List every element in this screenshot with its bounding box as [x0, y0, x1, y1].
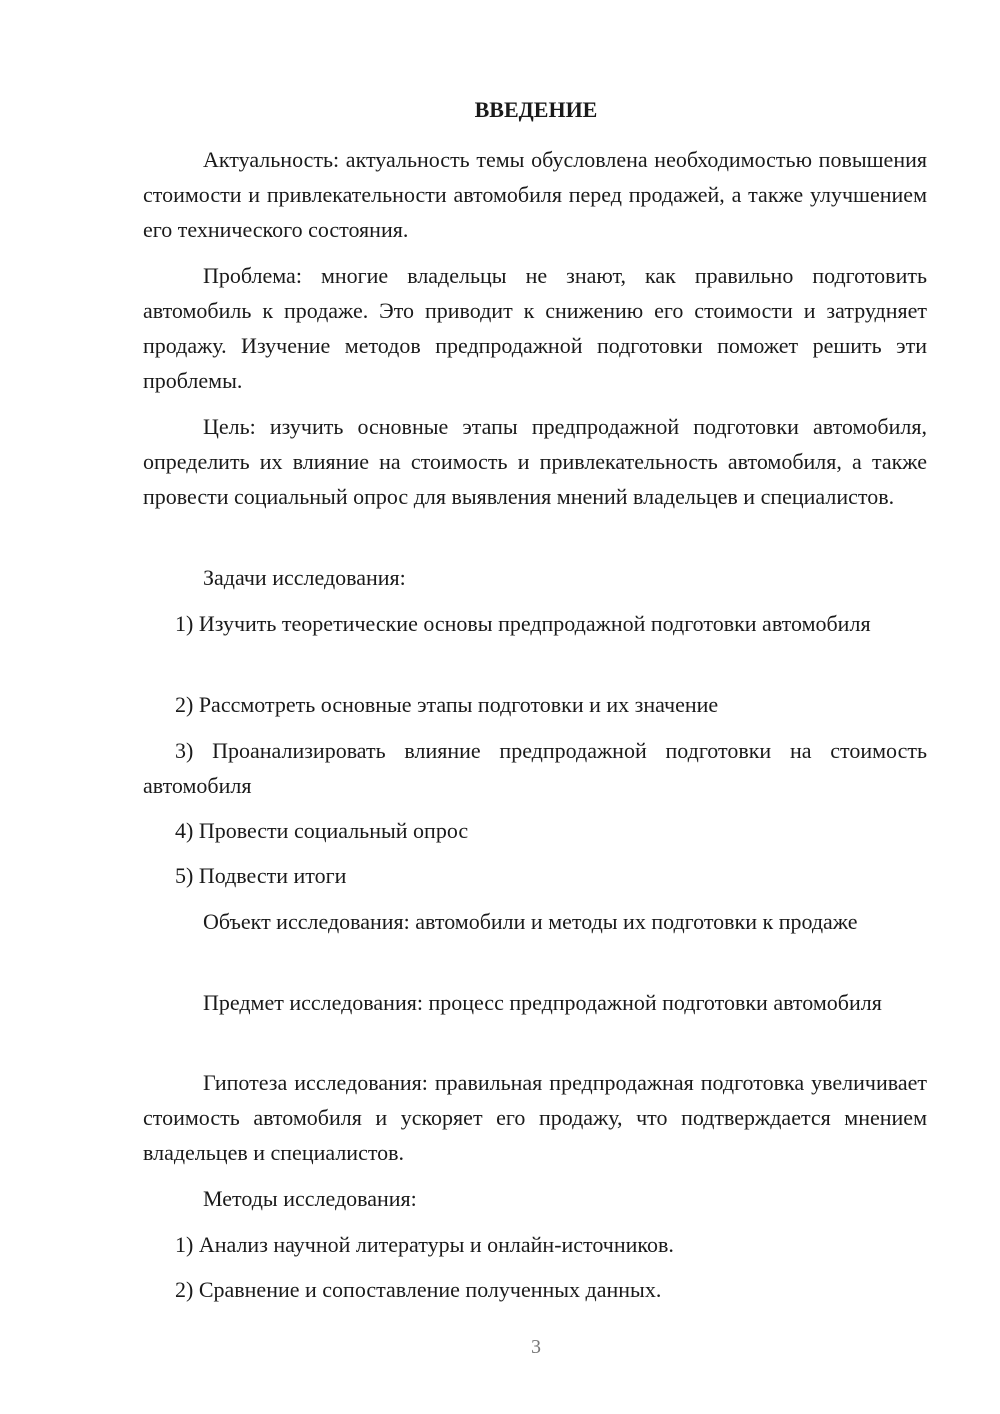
paragraph-hypothesis: Гипотеза исследования: правильная предпродажная подготовка увеличивает стоимость автомобиля и ускоряет его продажу, что подтверждается мнением владельцев и специалистов. — [143, 1070, 927, 1165]
list-item-task-5: 5) Подвести итоги — [175, 863, 347, 888]
paragraph-methods-heading: Методы исследования: — [203, 1186, 417, 1211]
list-item-task-2: 2) Рассмотреть основные этапы подготовки и их значение — [175, 692, 719, 717]
paragraph-relevance: Актуальность: актуальность темы обусловлена необходимостью повышения стоимости и привлекательности автомобиля перед продажей, а также улучшением его технического состояния. — [143, 147, 927, 242]
list-item-task-4: 4) Провести социальный опрос — [175, 818, 469, 843]
list-item-method-1: 1) Анализ научной литературы и онлайн-источников. — [175, 1232, 674, 1257]
paragraph-problem: Проблема: многие владельцы не знают, как правильно подготовить автомобиль к продаже. Это приводит к снижению его стоимости и затрудняет продажу. Изучение методов предпродажной подготовки поможет решить эти проблемы. — [143, 263, 927, 393]
paragraph-object: Объект исследования: автомобили и методы их подготовки к продаже — [203, 909, 858, 934]
list-item-task-1: 1) Изучить теоретические основы предпродажной подготовки автомобиля — [175, 611, 871, 636]
page-title: ВВЕДЕНИЕ — [474, 97, 598, 122]
paragraph-goal: Цель: изучить основные этапы предпродажной подготовки автомобиля, определить их влияние на стоимость и привлекательность автомобиля, а также провести социальный опрос для выявления мнений владельцев и специалистов. — [143, 414, 927, 509]
paragraph-tasks-heading: Задачи исследования: — [203, 565, 406, 590]
page-number: 3 — [531, 1336, 541, 1358]
list-item-task-3: 3) Проанализировать влияние предпродажной подготовки на стоимость автомобиля — [143, 738, 927, 798]
list-item-method-2: 2) Сравнение и сопоставление полученных данных. — [175, 1277, 662, 1302]
paragraph-subject: Предмет исследования: процесс предпродажной подготовки автомобиля — [203, 990, 882, 1015]
